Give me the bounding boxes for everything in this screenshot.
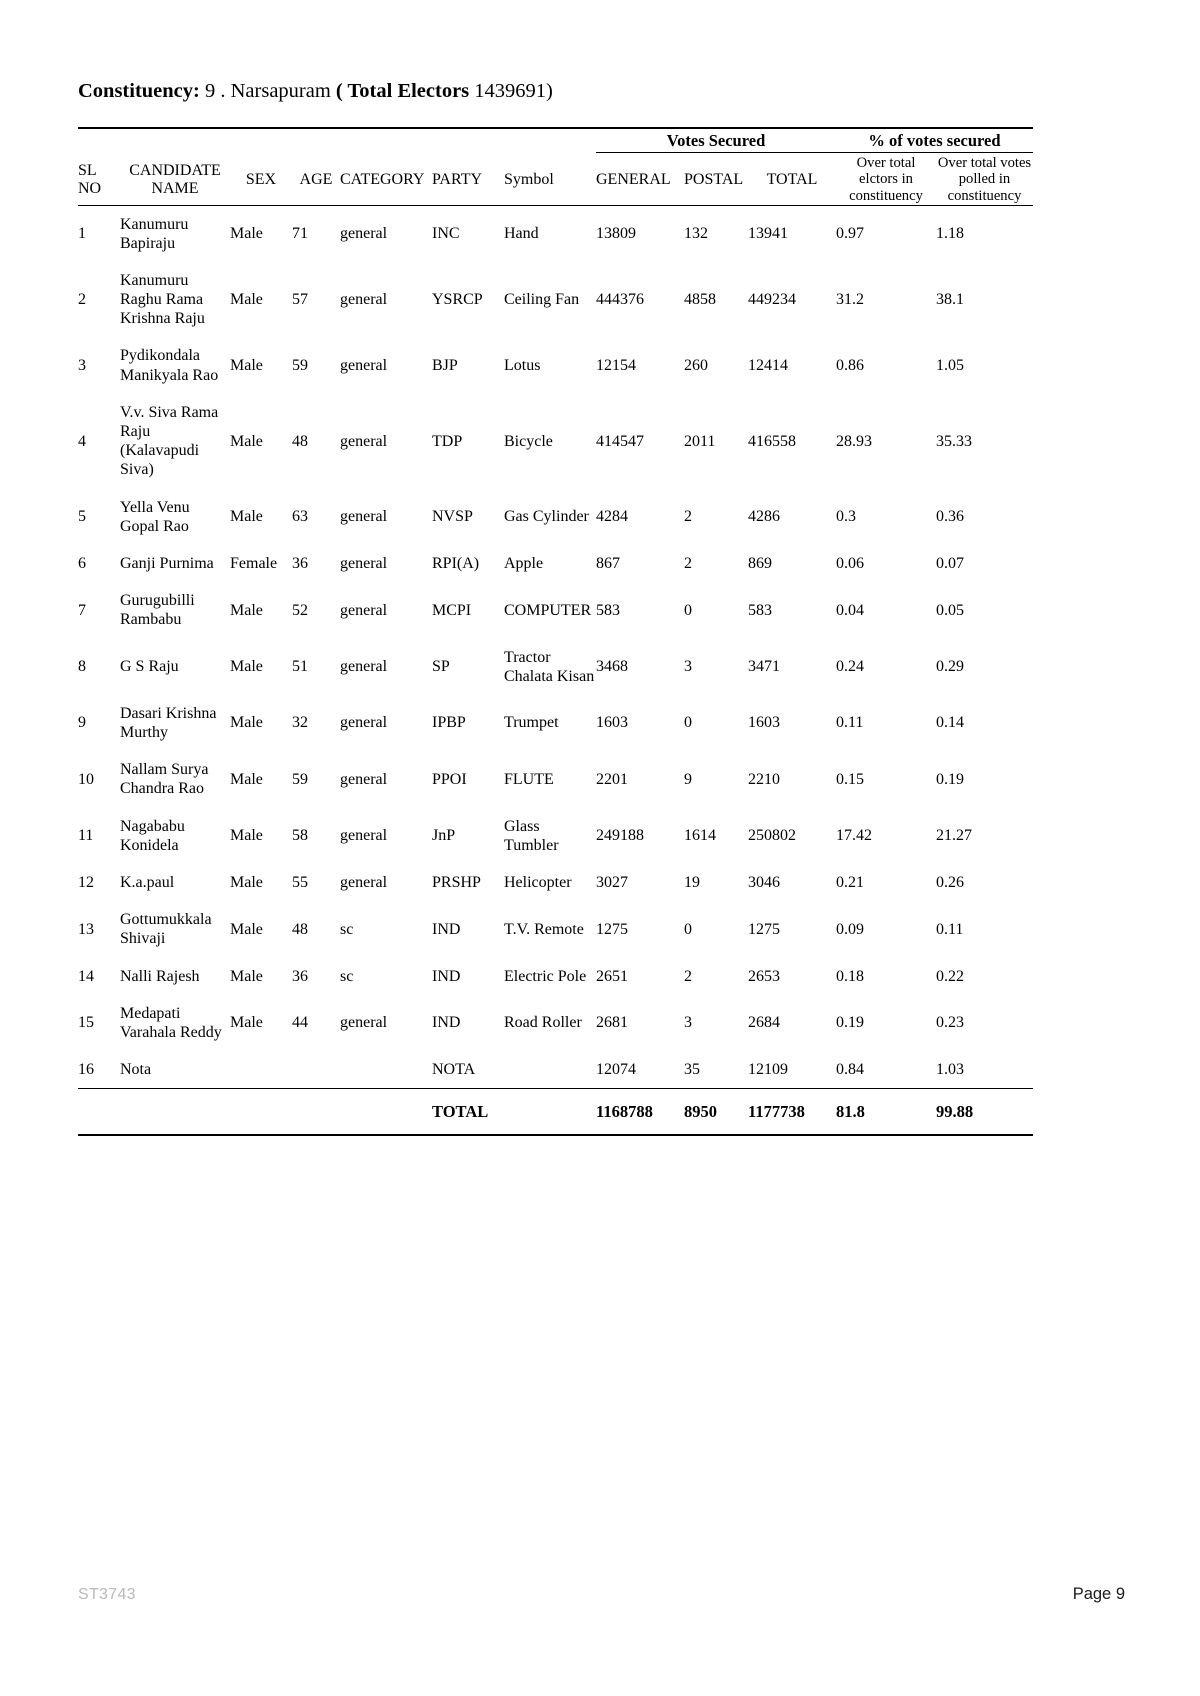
- cell-age: 63: [292, 508, 308, 526]
- column-header-sex: SEX: [245, 170, 277, 188]
- cell-category: general: [340, 225, 388, 243]
- cell-postal: 3: [684, 658, 692, 676]
- cell-age: 36: [292, 967, 308, 985]
- cell-party: IND: [432, 1014, 461, 1032]
- cell-total: 13941: [748, 225, 788, 243]
- cell-symbol: Glass Tumbler: [504, 817, 559, 854]
- cell-symbol: Apple: [504, 554, 544, 572]
- table-row: [78, 864, 1033, 901]
- table-row: [78, 751, 1033, 807]
- column-header-over-total-votes-polled-label: Over total votes polled in constituency: [937, 154, 1032, 204]
- cell-symbol: Ceiling Fan: [504, 291, 580, 309]
- cell-general: 249188: [596, 827, 644, 845]
- cell-age: 44: [292, 1014, 308, 1032]
- table-row: [78, 206, 1033, 262]
- cell-name: Pydikondala Manikyala Rao: [120, 347, 219, 384]
- cell-name: Kanumuru Bapiraju: [120, 215, 189, 252]
- cell-pct-electors: 0.24: [836, 658, 864, 676]
- cell-age: 48: [292, 920, 308, 938]
- cell-age: 36: [292, 554, 308, 572]
- column-header-candidate-name-line1: CANDIDATE: [129, 161, 221, 179]
- cell-name: K.a.paul: [120, 874, 175, 892]
- cell-total: 1603: [748, 714, 780, 732]
- cell-category: general: [340, 1014, 388, 1032]
- constituency-value: 9 . Narsapuram: [204, 80, 331, 102]
- cell-pct-electors: 17.42: [836, 827, 872, 845]
- cell-postal: 0: [684, 920, 692, 938]
- cell-pct-electors: 0.97: [836, 225, 864, 243]
- total-row-label: TOTAL: [432, 1102, 489, 1122]
- cell-category: general: [340, 601, 388, 619]
- cell-symbol: Hand: [504, 225, 539, 243]
- cell-sex: Female: [230, 554, 278, 572]
- cell-pct-polled: 21.27: [936, 827, 972, 845]
- cell-general: 2681: [596, 1014, 628, 1032]
- column-header-symbol: Symbol: [504, 170, 554, 188]
- column-header-category: CATEGORY: [340, 170, 425, 188]
- cell-party: YSRCP: [432, 291, 483, 309]
- column-header-candidate-name: [120, 155, 230, 205]
- cell-pct-electors: 0.84: [836, 1061, 864, 1079]
- cell-name: Medapati Varahala Reddy: [120, 1004, 222, 1041]
- cell-general: 13809: [596, 225, 636, 243]
- cell-sex: Male: [230, 874, 263, 892]
- cell-pct-electors: 0.86: [836, 357, 864, 375]
- column-header-postal: POSTAL: [684, 170, 744, 188]
- cell-sex: Male: [230, 508, 263, 526]
- cell-total: 2653: [748, 967, 780, 985]
- cell-postal: 2: [684, 508, 692, 526]
- cell-pct-polled: 38.1: [936, 291, 964, 309]
- total-row-postal: 8950: [684, 1102, 717, 1122]
- cell-sex: Male: [230, 601, 263, 619]
- cell-sl-no: 14: [78, 967, 94, 985]
- cell-sex: Male: [230, 291, 263, 309]
- cell-total: 4286: [748, 508, 780, 526]
- column-header-row: [78, 155, 1033, 205]
- table-row: [78, 394, 1033, 489]
- cell-pct-polled: 35.33: [936, 432, 972, 450]
- cell-pct-electors: 0.06: [836, 554, 864, 572]
- cell-category: general: [340, 291, 388, 309]
- cell-pct-electors: 0.15: [836, 770, 864, 788]
- cell-pct-polled: 0.11: [936, 920, 964, 938]
- cell-sex: Male: [230, 1014, 263, 1032]
- cell-party: MCPI: [432, 601, 472, 619]
- cell-postal: 35: [684, 1061, 700, 1079]
- election-results-table: [78, 127, 1033, 1136]
- cell-postal: 2: [684, 554, 692, 572]
- cell-party: IND: [432, 967, 461, 985]
- cell-category: sc: [340, 967, 354, 985]
- cell-sl-no: 15: [78, 1014, 94, 1032]
- cell-name: Nallam Surya Chandra Rao: [120, 761, 209, 798]
- cell-pct-electors: 0.19: [836, 1014, 864, 1032]
- cell-party: NOTA: [432, 1061, 476, 1079]
- table-row: [78, 582, 1033, 638]
- cell-category: general: [340, 357, 388, 375]
- cell-pct-polled: 0.14: [936, 714, 964, 732]
- cell-sl-no: 11: [78, 827, 94, 845]
- cell-age: [292, 1051, 340, 1089]
- cell-general: 444376: [596, 291, 644, 309]
- cell-pct-polled: 0.29: [936, 658, 964, 676]
- cell-party: SP: [432, 658, 450, 676]
- table-bottom-rule: [78, 1135, 1033, 1136]
- cell-party: INC: [432, 225, 460, 243]
- cell-category: general: [340, 827, 388, 845]
- cell-name: V.v. Siva Rama Raju (Kalavapudi Siva): [120, 403, 219, 479]
- cell-party: PRSHP: [432, 874, 481, 892]
- cell-symbol: [504, 1051, 596, 1089]
- page-footer: [78, 1585, 1125, 1604]
- cell-sl-no: 1: [78, 225, 86, 243]
- cell-pct-polled: 1.18: [936, 225, 964, 243]
- column-header-total: TOTAL: [766, 170, 818, 188]
- total-row-blank-name: [120, 1089, 230, 1135]
- table-body: [78, 206, 1033, 1089]
- cell-symbol: Trumpet: [504, 714, 559, 732]
- total-row-blank-sl: [78, 1089, 120, 1135]
- cell-age: 32: [292, 714, 308, 732]
- cell-sl-no: 16: [78, 1061, 94, 1079]
- cell-general: 12154: [596, 357, 636, 375]
- cell-symbol: Lotus: [504, 357, 541, 375]
- cell-pct-polled: 0.19: [936, 770, 964, 788]
- cell-postal: 4858: [684, 291, 716, 309]
- cell-postal: 132: [684, 225, 708, 243]
- cell-pct-polled: 0.26: [936, 874, 964, 892]
- group-header-votes-secured: [596, 129, 836, 155]
- cell-total: 2684: [748, 1014, 780, 1032]
- table-row: [78, 639, 1033, 695]
- cell-age: 52: [292, 601, 308, 619]
- column-header-general: GENERAL: [596, 170, 671, 188]
- column-header-sl-no: [78, 155, 120, 205]
- cell-sex: Male: [230, 714, 263, 732]
- cell-sex: Male: [230, 658, 263, 676]
- total-row-blank-sex: [230, 1089, 292, 1135]
- table-row: [78, 695, 1033, 751]
- cell-postal: 260: [684, 357, 708, 375]
- cell-category: general: [340, 770, 388, 788]
- cell-symbol: Road Roller: [504, 1014, 582, 1032]
- cell-total: 3471: [748, 658, 780, 676]
- cell-postal: 1614: [684, 827, 716, 845]
- table-row: [78, 901, 1033, 957]
- column-header-over-total-votes-polled: [936, 155, 1033, 205]
- cell-pct-electors: 0.18: [836, 967, 864, 985]
- cell-category: general: [340, 874, 388, 892]
- cell-postal: 0: [684, 714, 692, 732]
- cell-postal: 3: [684, 1014, 692, 1032]
- table-row: [78, 808, 1033, 864]
- cell-name: Ganji Purnima: [120, 554, 214, 572]
- cell-sl-no: 8: [78, 658, 86, 676]
- cell-age: 59: [292, 770, 308, 788]
- cell-general: 414547: [596, 432, 644, 450]
- cell-party: IND: [432, 920, 461, 938]
- total-row-blank-category: [340, 1089, 432, 1135]
- cell-pct-polled: 1.05: [936, 357, 964, 375]
- cell-party: RPI(A): [432, 554, 480, 572]
- cell-total: 583: [748, 601, 772, 619]
- column-header-party: PARTY: [432, 170, 483, 188]
- cell-party: IPBP: [432, 714, 466, 732]
- column-header-age: AGE: [299, 170, 333, 188]
- cell-sex: Male: [230, 967, 263, 985]
- cell-age: 59: [292, 357, 308, 375]
- cell-party: TDP: [432, 432, 463, 450]
- cell-general: 867: [596, 554, 620, 572]
- cell-sex: Male: [230, 827, 263, 845]
- cell-general: 3027: [596, 874, 628, 892]
- group-header-pct-votes-secured-label: % of votes secured: [836, 131, 1033, 153]
- cell-pct-polled: 0.07: [936, 554, 964, 572]
- cell-pct-electors: 28.93: [836, 432, 872, 450]
- cell-age: 55: [292, 874, 308, 892]
- cell-sl-no: 9: [78, 714, 86, 732]
- cell-pct-electors: 0.21: [836, 874, 864, 892]
- column-header-candidate-name-line2: NAME: [151, 179, 199, 197]
- cell-symbol: Gas Cylinder: [504, 508, 589, 526]
- group-header-pct-votes-secured: [836, 129, 1033, 155]
- cell-total: 416558: [748, 432, 796, 450]
- cell-sex: [230, 1051, 292, 1089]
- cell-name: Nagababu Konidela: [120, 817, 185, 854]
- cell-total: 12414: [748, 357, 788, 375]
- total-row-general: 1168788: [596, 1102, 653, 1122]
- column-header-over-total-electors-label: Over total elctors in constituency: [849, 154, 923, 204]
- cell-total: 449234: [748, 291, 796, 309]
- cell-name: Gottumukkala Shivaji: [120, 911, 212, 948]
- cell-sex: Male: [230, 357, 263, 375]
- cell-sex: Male: [230, 920, 263, 938]
- cell-general: 2651: [596, 967, 628, 985]
- table-row: [78, 1051, 1033, 1089]
- cell-sl-no: 2: [78, 291, 86, 309]
- cell-sl-no: 12: [78, 874, 94, 892]
- total-electors-label: ( Total Electors: [335, 80, 470, 102]
- cell-pct-electors: 0.04: [836, 601, 864, 619]
- group-header-votes-secured-label: Votes Secured: [596, 131, 836, 153]
- cell-category: [340, 1051, 432, 1089]
- cell-sex: Male: [230, 225, 263, 243]
- total-row-blank-symbol: [504, 1089, 596, 1135]
- table-row: [78, 262, 1033, 338]
- total-row-blank-age: [292, 1089, 340, 1135]
- cell-party: JnP: [432, 827, 456, 845]
- cell-sex: Male: [230, 432, 263, 450]
- cell-total: 250802: [748, 827, 796, 845]
- column-header-sl-no-line2: NO: [78, 179, 102, 197]
- cell-category: general: [340, 554, 388, 572]
- cell-pct-electors: 0.3: [836, 508, 856, 526]
- cell-party: NVSP: [432, 508, 473, 526]
- cell-postal: 2011: [684, 432, 716, 450]
- cell-postal: 2: [684, 967, 692, 985]
- cell-general: 2201: [596, 770, 628, 788]
- cell-name: Nalli Rajesh: [120, 967, 200, 985]
- cell-postal: 19: [684, 874, 700, 892]
- cell-sl-no: 3: [78, 357, 86, 375]
- table-row: [78, 995, 1033, 1051]
- table-row: [78, 337, 1033, 393]
- cell-name: Kanumuru Raghu Rama Krishna Raju: [120, 271, 205, 328]
- cell-category: general: [340, 508, 388, 526]
- cell-total: 12109: [748, 1061, 788, 1079]
- cell-total: 869: [748, 554, 772, 572]
- cell-pct-electors: 31.2: [836, 291, 864, 309]
- cell-general: 583: [596, 601, 620, 619]
- cell-general: 1603: [596, 714, 628, 732]
- footer-doc-code: ST3743: [78, 1586, 136, 1603]
- cell-total: 2210: [748, 770, 780, 788]
- cell-party: BJP: [432, 357, 458, 375]
- cell-name: Dasari Krishna Murthy: [120, 704, 217, 742]
- column-header-over-total-electors: [836, 155, 936, 205]
- cell-pct-polled: 0.36: [936, 508, 964, 526]
- cell-age: 51: [292, 658, 308, 676]
- total-row-total: 1177738: [748, 1102, 805, 1122]
- group-header-row: [78, 129, 1033, 155]
- cell-category: general: [340, 714, 388, 732]
- constituency-label: Constituency:: [78, 80, 200, 102]
- cell-total: 1275: [748, 920, 780, 938]
- cell-sl-no: 7: [78, 601, 86, 619]
- cell-general: 1275: [596, 920, 628, 938]
- cell-name: G S Raju: [120, 658, 179, 676]
- cell-age: 71: [292, 225, 308, 243]
- cell-symbol: T.V. Remote: [504, 920, 584, 938]
- cell-age: 58: [292, 827, 308, 845]
- cell-age: 57: [292, 291, 308, 309]
- cell-postal: 9: [684, 770, 692, 788]
- cell-sl-no: 6: [78, 554, 86, 572]
- footer-page-label: Page 9: [1072, 1585, 1125, 1603]
- cell-symbol: Bicycle: [504, 432, 553, 450]
- cell-party: PPOI: [432, 770, 467, 788]
- cell-general: 12074: [596, 1061, 636, 1079]
- cell-symbol: Tractor Chalata Kisan: [504, 648, 595, 685]
- cell-category: general: [340, 658, 388, 676]
- cell-symbol: COMPUTER: [504, 601, 592, 619]
- cell-name: Nota: [120, 1061, 152, 1079]
- table-row: [78, 489, 1033, 545]
- total-electors-value: 1439691): [474, 80, 553, 102]
- cell-symbol: Helicopter: [504, 874, 572, 892]
- table-row: [78, 958, 1033, 995]
- cell-total: 3046: [748, 874, 780, 892]
- cell-symbol: Electric Pole: [504, 967, 587, 985]
- cell-symbol: FLUTE: [504, 770, 554, 788]
- cell-sl-no: 5: [78, 508, 86, 526]
- cell-general: 4284: [596, 508, 628, 526]
- cell-pct-polled: 0.22: [936, 967, 964, 985]
- cell-pct-electors: 0.09: [836, 920, 864, 938]
- total-row-pct-electors: 81.8: [836, 1102, 865, 1122]
- cell-sl-no: 4: [78, 432, 86, 450]
- cell-category: general: [340, 432, 388, 450]
- total-row-pct-polled: 99.88: [936, 1102, 974, 1122]
- cell-pct-polled: 0.23: [936, 1014, 964, 1032]
- cell-postal: 0: [684, 601, 692, 619]
- column-header-sl-no-line1: SL: [78, 161, 97, 179]
- cell-name: Yella Venu Gopal Rao: [120, 498, 190, 535]
- cell-age: 48: [292, 432, 308, 450]
- cell-general: 3468: [596, 658, 628, 676]
- cell-sex: Male: [230, 770, 263, 788]
- cell-pct-polled: 1.03: [936, 1061, 964, 1079]
- cell-sl-no: 13: [78, 920, 94, 938]
- cell-pct-electors: 0.11: [836, 714, 864, 732]
- cell-category: sc: [340, 920, 354, 938]
- constituency-heading: [78, 78, 1125, 105]
- cell-sl-no: 10: [78, 770, 94, 788]
- table-total-row: [78, 1089, 1033, 1135]
- cell-name: Gurugubilli Rambabu: [120, 592, 195, 629]
- cell-pct-polled: 0.05: [936, 601, 964, 619]
- table-row: [78, 545, 1033, 582]
